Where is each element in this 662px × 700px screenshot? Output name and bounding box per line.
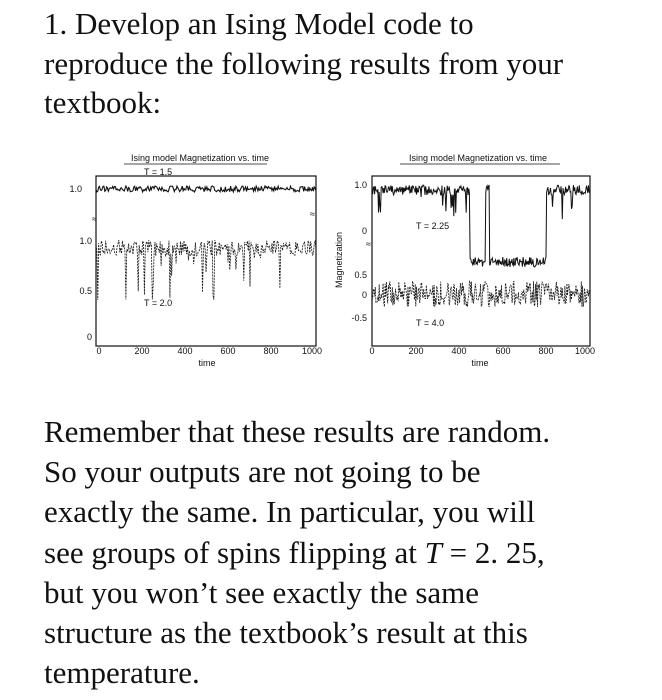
series-line-T-4.0 [372,281,590,307]
series-line-T-2.25 [372,185,590,267]
x-tick-label: 1000 [301,346,323,356]
y-tick-label: 0 [361,226,367,236]
x-axis-label: time [471,358,489,368]
series-label: T = 1.5 [144,167,173,177]
axis-break-icon: ≈ [92,214,97,224]
question-prompt [44,4,644,123]
right-series-group [372,185,590,307]
prompt-line: 1. Develop an Ising Model code to [44,6,474,41]
x-tick-label: 0 [369,346,375,356]
x-tick-label: 200 [408,346,424,356]
math-operator: = [441,534,475,570]
x-axis-label: time [198,358,216,368]
magnetization-plots [0,140,662,400]
x-tick-label: 600 [495,346,511,356]
series-label: T = 2.25 [416,221,450,231]
textbook-figure [0,140,662,400]
x-tick-label: 200 [134,346,150,356]
left-series-group [96,186,316,300]
note-line: temperature. [44,655,200,691]
y-axis-label: Magnetization [334,231,344,289]
y-tick-label: 1.0 [69,184,82,194]
note-line [44,533,644,573]
note-line: So your outputs are not going to be [44,454,481,490]
note-line: exactly the same. In particular, you will [44,494,536,530]
series-line-T-2.0 [96,240,316,300]
right-plot [334,153,595,368]
x-tick-label: 600 [220,346,236,356]
y-tick-label: 0.5 [354,270,367,280]
axis-break-icon: ≈ [310,209,315,219]
note-text: see groups of spins flipping at [44,534,425,570]
series-label: T = 2.0 [144,298,173,308]
x-tick-label: 0 [96,346,102,356]
prompt-line: reproduce the following results from your [44,45,564,81]
note-line: Remember that these results are random. [44,414,551,449]
x-tick-label: 800 [263,346,279,356]
y-tick-label: 0 [361,290,367,300]
math-variable: T [424,534,442,570]
y-tick-label: 1.0 [354,180,367,190]
x-tick-label: 400 [451,346,467,356]
y-tick-label: 1.0 [79,236,92,246]
series-label: T = 4.0 [416,318,445,328]
prompt-line: textbook: [44,85,162,120]
reminder-note [44,412,644,693]
left-plot-frame [96,176,316,346]
math-value: 2. 25, [474,534,545,570]
note-line: structure as the textbook’s result at this [44,615,528,651]
note-line: but you won’t see exactly the same [44,574,480,610]
y-tick-label: 0.5 [79,286,92,296]
left-plot [56,140,322,368]
series-line-T-1.5 [96,186,316,192]
x-tick-label: 1000 [574,346,596,356]
x-tick-label: 400 [177,346,193,356]
right-plot-title: Ising model Magnetization vs. time [408,153,548,163]
y-tick-label: -0.5 [351,313,367,323]
y-tick-label: 0 [86,332,92,342]
left-plot-title: Ising model Magnetization vs. time [130,153,270,163]
axis-break-icon: ≈ [366,239,371,249]
x-tick-label: 800 [538,346,554,356]
